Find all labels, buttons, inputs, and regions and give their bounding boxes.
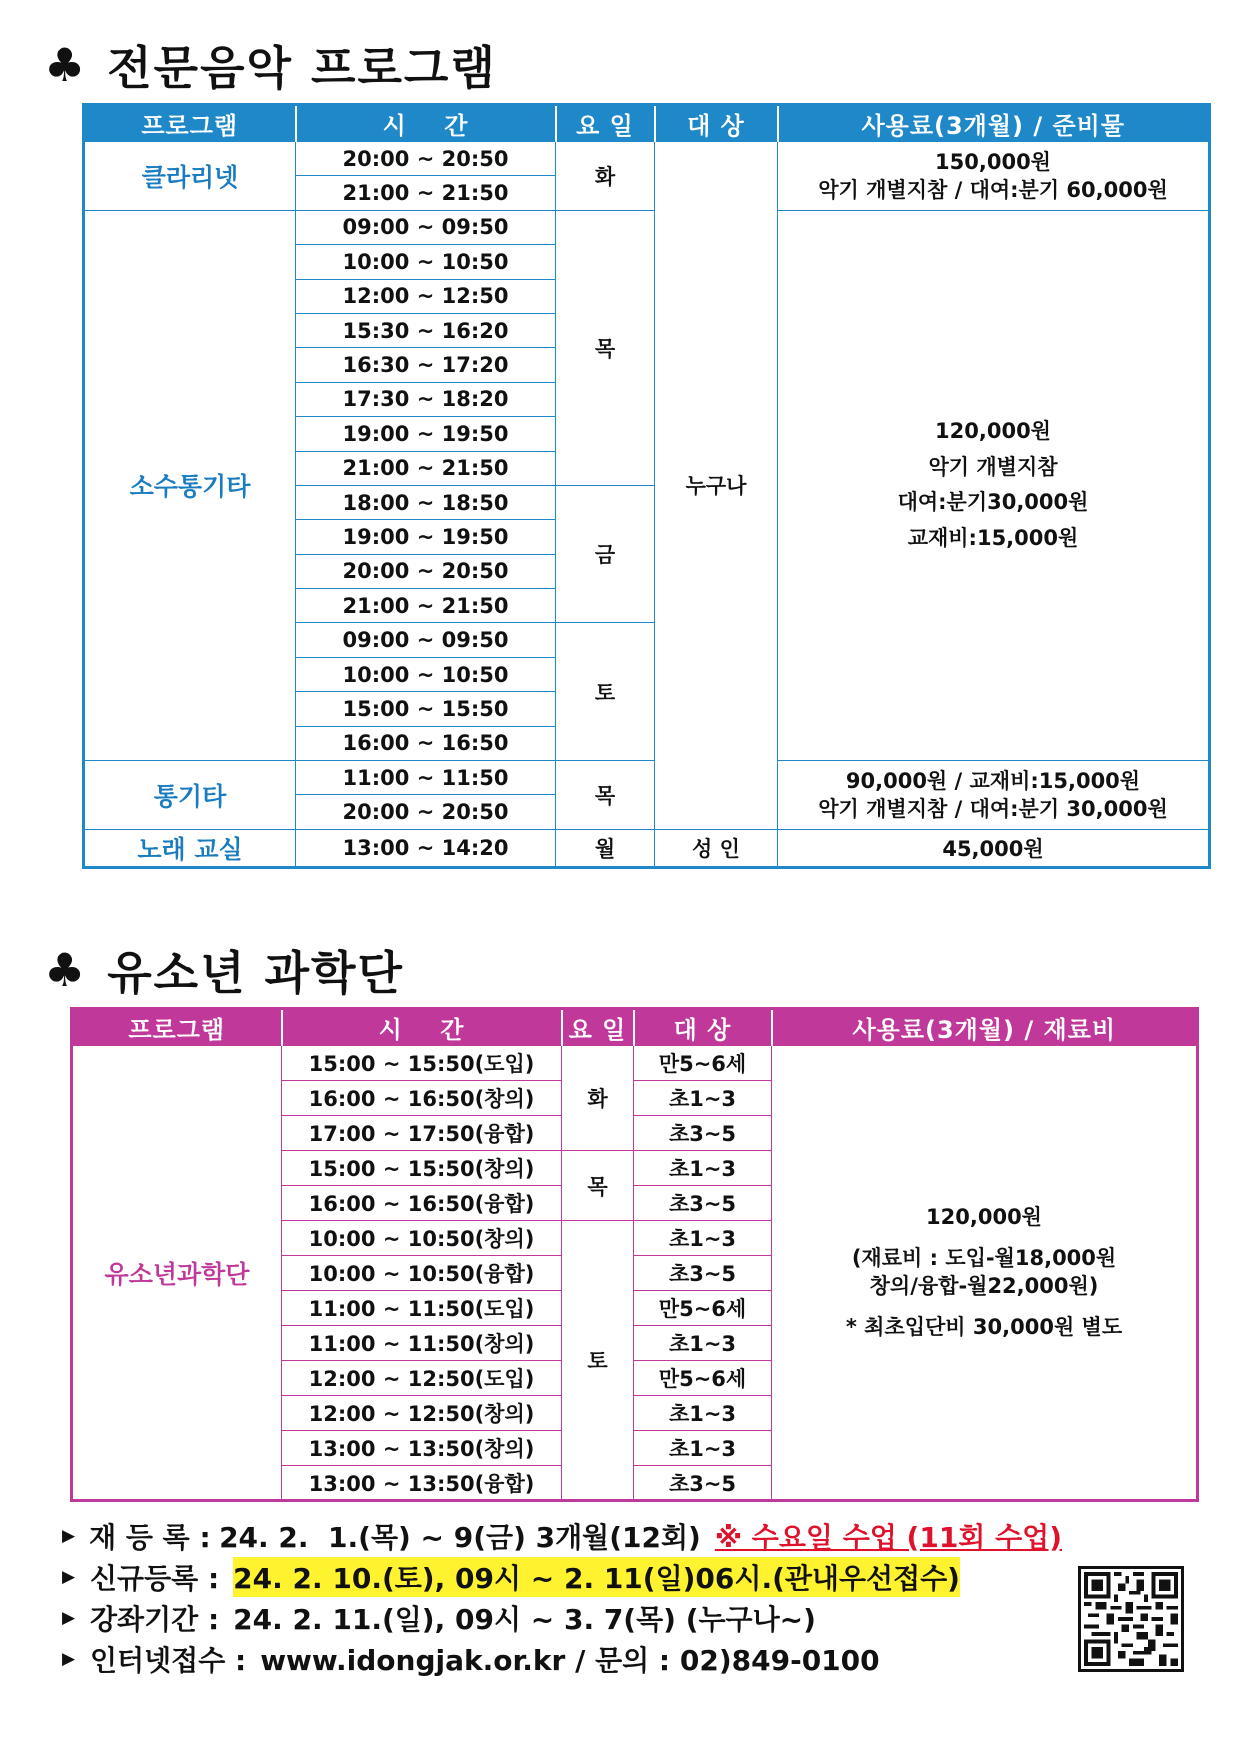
time-cell: 21:00 ~ 21:50 xyxy=(296,451,556,485)
fee-spacer xyxy=(772,1300,1196,1314)
time-cell: 11:00 ~ 11:50(도입) xyxy=(282,1291,562,1326)
target-cell: 초1~3 xyxy=(634,1431,772,1466)
music-section-title-text: 전문음악 프로그램 xyxy=(107,41,497,95)
time-cell: 13:00 ~ 14:20 xyxy=(296,829,556,867)
time-cell: 19:00 ~ 19:50 xyxy=(296,417,556,451)
time-cell: 20:00 ~ 20:50 xyxy=(296,795,556,829)
bullet-triangle-icon: ▶ xyxy=(62,1525,76,1546)
time-cell: 11:00 ~ 11:50 xyxy=(296,761,556,795)
time-cell: 16:00 ~ 16:50(융합) xyxy=(282,1186,562,1221)
target-cell: 초1~3 xyxy=(634,1151,772,1186)
table-row xyxy=(84,210,1210,244)
fee-clarinet xyxy=(778,142,1210,211)
time-cell: 15:00 ~ 15:50 xyxy=(296,692,556,726)
day-cell: 금 xyxy=(556,485,655,623)
bullet-triangle-icon: ▶ xyxy=(62,1566,76,1587)
note-label: 인터넷접수 : xyxy=(90,1643,247,1677)
target-cell: 초1~3 xyxy=(634,1081,772,1116)
bullet-triangle-icon: ▶ xyxy=(62,1648,76,1669)
header-fee: 사용료(3개월) / 재료비 xyxy=(772,1009,1198,1046)
time-cell: 21:00 ~ 21:50 xyxy=(296,176,556,210)
fee-detail: 악기 개별지참 / 대여:분기 30,000원 xyxy=(818,796,1168,821)
science-program-table xyxy=(70,1007,1199,1502)
fee-material: 창의/융합-월22,000원) xyxy=(869,1273,1099,1298)
header-target: 대 상 xyxy=(634,1009,772,1046)
table-header-row xyxy=(84,105,1210,142)
time-cell: 16:00 ~ 16:50 xyxy=(296,726,556,760)
day-cell: 화 xyxy=(562,1046,634,1151)
time-cell: 12:00 ~ 12:50(창의) xyxy=(282,1396,562,1431)
day-cell: 목 xyxy=(556,210,655,485)
music-program-table xyxy=(82,103,1211,869)
target-cell: 누구나 xyxy=(655,142,778,830)
science-section-title xyxy=(44,935,404,1005)
header-time: 시 간 xyxy=(296,105,556,142)
qr-code-icon xyxy=(1084,1572,1178,1666)
target-cell: 초3~5 xyxy=(634,1116,772,1151)
header-target: 대 상 xyxy=(655,105,778,142)
table-header-row xyxy=(72,1009,1198,1046)
time-cell: 10:00 ~ 10:50 xyxy=(296,245,556,279)
time-cell: 15:00 ~ 15:50(창의) xyxy=(282,1151,562,1186)
time-cell: 09:00 ~ 09:50 xyxy=(296,210,556,244)
note-label: 강좌기간 : xyxy=(90,1602,220,1636)
day-cell: 월 xyxy=(556,829,655,867)
fee-singing: 45,000원 xyxy=(778,829,1210,867)
time-cell: 20:00 ~ 20:50 xyxy=(296,142,556,176)
time-cell: 13:00 ~ 13:50(융합) xyxy=(282,1466,562,1501)
target-cell: 초1~3 xyxy=(634,1326,772,1361)
time-cell: 17:30 ~ 18:20 xyxy=(296,382,556,416)
club-suit-icon: ♣ xyxy=(44,943,86,997)
fee-detail: 악기 개별지참 xyxy=(928,454,1058,479)
day-cell: 화 xyxy=(556,142,655,211)
header-day: 요 일 xyxy=(562,1009,634,1046)
fee-material: (재료비 : 도입-월18,000원 xyxy=(851,1246,1117,1271)
target-cell: 초1~3 xyxy=(634,1396,772,1431)
time-cell: 10:00 ~ 10:50(융합) xyxy=(282,1256,562,1291)
header-fee: 사용료(3개월) / 준비물 xyxy=(778,105,1210,142)
day-cell: 목 xyxy=(562,1151,634,1221)
program-small-guitar: 소수통기타 xyxy=(84,210,296,760)
time-cell: 19:00 ~ 19:50 xyxy=(296,520,556,554)
time-cell: 13:00 ~ 13:50(창의) xyxy=(282,1431,562,1466)
time-cell: 10:00 ~ 10:50(창의) xyxy=(282,1221,562,1256)
time-cell: 17:00 ~ 17:50(융합) xyxy=(282,1116,562,1151)
time-cell: 16:30 ~ 17:20 xyxy=(296,348,556,382)
qr-code[interactable] xyxy=(1078,1566,1184,1672)
registration-notes xyxy=(62,1515,1062,1679)
day-cell: 토 xyxy=(556,623,655,761)
fee-price: 90,000원 / 교재비:15,000원 xyxy=(845,768,1141,793)
target-cell: 초3~5 xyxy=(634,1466,772,1501)
bullet-triangle-icon: ▶ xyxy=(62,1607,76,1628)
time-cell: 09:00 ~ 09:50 xyxy=(296,623,556,657)
target-cell: 만5~6세 xyxy=(634,1291,772,1326)
fee-small-guitar xyxy=(778,210,1210,760)
day-cell: 목 xyxy=(556,761,655,830)
header-day: 요 일 xyxy=(556,105,655,142)
fee-price: 150,000원 xyxy=(935,149,1051,174)
table-row xyxy=(84,142,1210,176)
target-cell: 만5~6세 xyxy=(634,1361,772,1396)
fee-entry: * 최초입단비 30,000원 별도 xyxy=(845,1314,1123,1339)
table-row xyxy=(84,761,1210,795)
fee-price: 120,000원 xyxy=(935,419,1051,444)
program-clarinet: 클라리넷 xyxy=(84,142,296,211)
note-value: www.idongjak.or.kr / 문의 : 02)849-0100 xyxy=(260,1643,880,1677)
time-cell: 16:00 ~ 16:50(창의) xyxy=(282,1081,562,1116)
fee-guitar xyxy=(778,761,1210,830)
note-period xyxy=(62,1597,1062,1638)
target-cell: 초1~3 xyxy=(634,1221,772,1256)
fee-detail: 대여:분기30,000원 xyxy=(897,490,1089,515)
time-cell: 21:00 ~ 21:50 xyxy=(296,589,556,623)
table-row xyxy=(84,829,1210,867)
time-cell: 18:00 ~ 18:50 xyxy=(296,485,556,519)
note-value: 24. 2. 11.(일), 09시 ~ 3. 7(목) (누구나~) xyxy=(233,1602,816,1636)
fee-detail: 악기 개별지참 / 대여:분기 60,000원 xyxy=(818,177,1168,202)
time-cell: 15:00 ~ 15:50(도입) xyxy=(282,1046,562,1081)
program-youth-science: 유소년과학단 xyxy=(72,1046,282,1501)
music-section-title xyxy=(44,30,497,100)
note-value: 24. 2. 1.(목) ~ 9(금) 3개월(12회) xyxy=(219,1520,701,1554)
note-new-register xyxy=(62,1556,1062,1597)
target-cell: 성 인 xyxy=(655,829,778,867)
note-value-highlight: 24. 2. 10.(토), 09시 ~ 2. 11(일)06시.(관내우선접수) xyxy=(233,1557,960,1597)
target-cell: 만5~6세 xyxy=(634,1046,772,1081)
note-reregister xyxy=(62,1515,1062,1556)
table-row xyxy=(72,1046,1198,1081)
note-warning: ※ 수요일 수업 (11회 수업) xyxy=(714,1520,1062,1554)
time-cell: 12:00 ~ 12:50 xyxy=(296,279,556,313)
time-cell: 10:00 ~ 10:50 xyxy=(296,657,556,691)
header-time: 시 간 xyxy=(282,1009,562,1046)
program-guitar: 통기타 xyxy=(84,761,296,830)
fee-spacer xyxy=(772,1231,1196,1245)
header-program: 프로그램 xyxy=(72,1009,282,1046)
target-cell: 초3~5 xyxy=(634,1186,772,1221)
fee-detail: 교재비:15,000원 xyxy=(907,526,1079,551)
time-cell: 12:00 ~ 12:50(도입) xyxy=(282,1361,562,1396)
time-cell: 20:00 ~ 20:50 xyxy=(296,554,556,588)
time-cell: 15:30 ~ 16:20 xyxy=(296,313,556,347)
note-internet xyxy=(62,1638,1062,1679)
club-suit-icon: ♣ xyxy=(44,38,86,92)
note-label: 재 등 록 : xyxy=(89,1520,211,1554)
fee-price: 120,000원 xyxy=(926,1204,1042,1229)
program-singing: 노래 교실 xyxy=(84,829,296,867)
note-label: 신규등록 : xyxy=(90,1561,220,1595)
science-section-title-text: 유소년 과학단 xyxy=(107,946,404,1000)
time-cell: 11:00 ~ 11:50(창의) xyxy=(282,1326,562,1361)
day-cell: 토 xyxy=(562,1221,634,1501)
fee-youth-science xyxy=(772,1046,1198,1501)
header-program: 프로그램 xyxy=(84,105,296,142)
target-cell: 초3~5 xyxy=(634,1256,772,1291)
